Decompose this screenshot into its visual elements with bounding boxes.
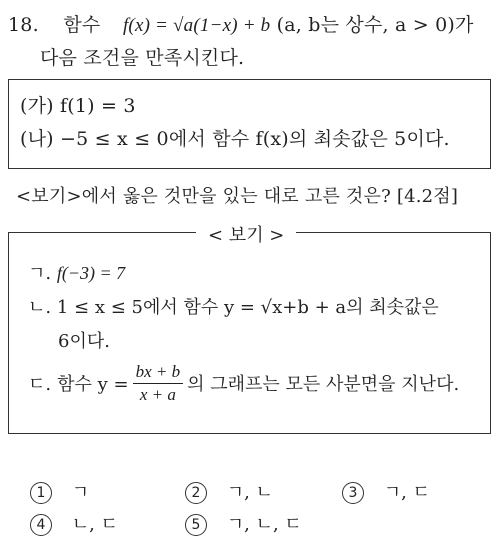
choice-5-text: ㄱ, ㄴ, ㄷ [226, 514, 302, 535]
choice-3-text: ㄱ, ㄷ [383, 482, 430, 503]
question-line-1 [8, 10, 474, 37]
bogi-item-2-cont [58, 327, 110, 353]
condition-ga-label: (가) [20, 95, 54, 117]
bogi-item-3-label: ㄷ. [28, 374, 52, 395]
question-prompt: <보기>에서 옳은 것만을 있는 대로 고른 것은? [4.2점] [16, 186, 459, 207]
question-intro: 함수 [63, 14, 101, 36]
bogi-title: < 보기 > [196, 221, 296, 247]
condition-ga [20, 91, 136, 118]
bogi-item-2 [28, 293, 439, 319]
choice-4[interactable] [30, 510, 118, 536]
choice-3[interactable] [342, 478, 430, 504]
question-line-2 [40, 43, 244, 70]
choice-1-text: ㄱ [71, 482, 90, 503]
bogi-item-3-post: 의 그래프는 모든 사분면을 지난다. [187, 374, 460, 395]
condition-na [20, 124, 450, 151]
function-definition: f(x) = √a(1−x) + b [122, 15, 271, 36]
choice-5[interactable] [185, 510, 302, 536]
bogi-item-2-label: ㄴ. [28, 297, 52, 318]
bogi-item-2-text-a: 1 ≤ x ≤ 5에서 함수 y = √x+b + a의 최솟값은 [56, 297, 439, 318]
bogi-item-1 [28, 259, 125, 285]
choice-2[interactable] [185, 478, 273, 504]
fraction-denominator: x + a [139, 384, 176, 404]
choice-3-number: 3 [342, 482, 364, 504]
choice-1-number: 1 [30, 482, 52, 504]
bogi-item-3-pre: 함수 y = [57, 374, 129, 395]
fraction-numerator: bx + b [133, 362, 184, 384]
bogi-item-3 [28, 360, 459, 406]
question-number: 18. [8, 14, 39, 36]
bogi-item-1-text: f(−3) = 7 [56, 263, 126, 283]
bogi-item-1-label: ㄱ. [28, 263, 52, 284]
bogi-item-2-text-b: 6이다. [58, 331, 110, 352]
choice-2-number: 2 [185, 482, 207, 504]
condition-na-label: (나) [20, 128, 54, 150]
bogi-item-3-fraction [133, 362, 184, 405]
condition-ga-text: f(1) = 3 [60, 95, 136, 117]
constants-note: (a, b는 상수, a > 0)가 [276, 14, 474, 36]
condition-na-text: −5 ≤ x ≤ 0에서 함수 f(x)의 최솟값은 5이다. [60, 128, 450, 150]
choice-5-number: 5 [185, 514, 207, 536]
question-intro-line2: 다음 조건을 만족시킨다. [40, 47, 245, 69]
choice-2-text: ㄱ, ㄴ [226, 482, 273, 503]
choice-4-text: ㄴ, ㄷ [71, 514, 118, 535]
choice-4-number: 4 [30, 514, 52, 536]
choice-1[interactable] [30, 478, 89, 504]
